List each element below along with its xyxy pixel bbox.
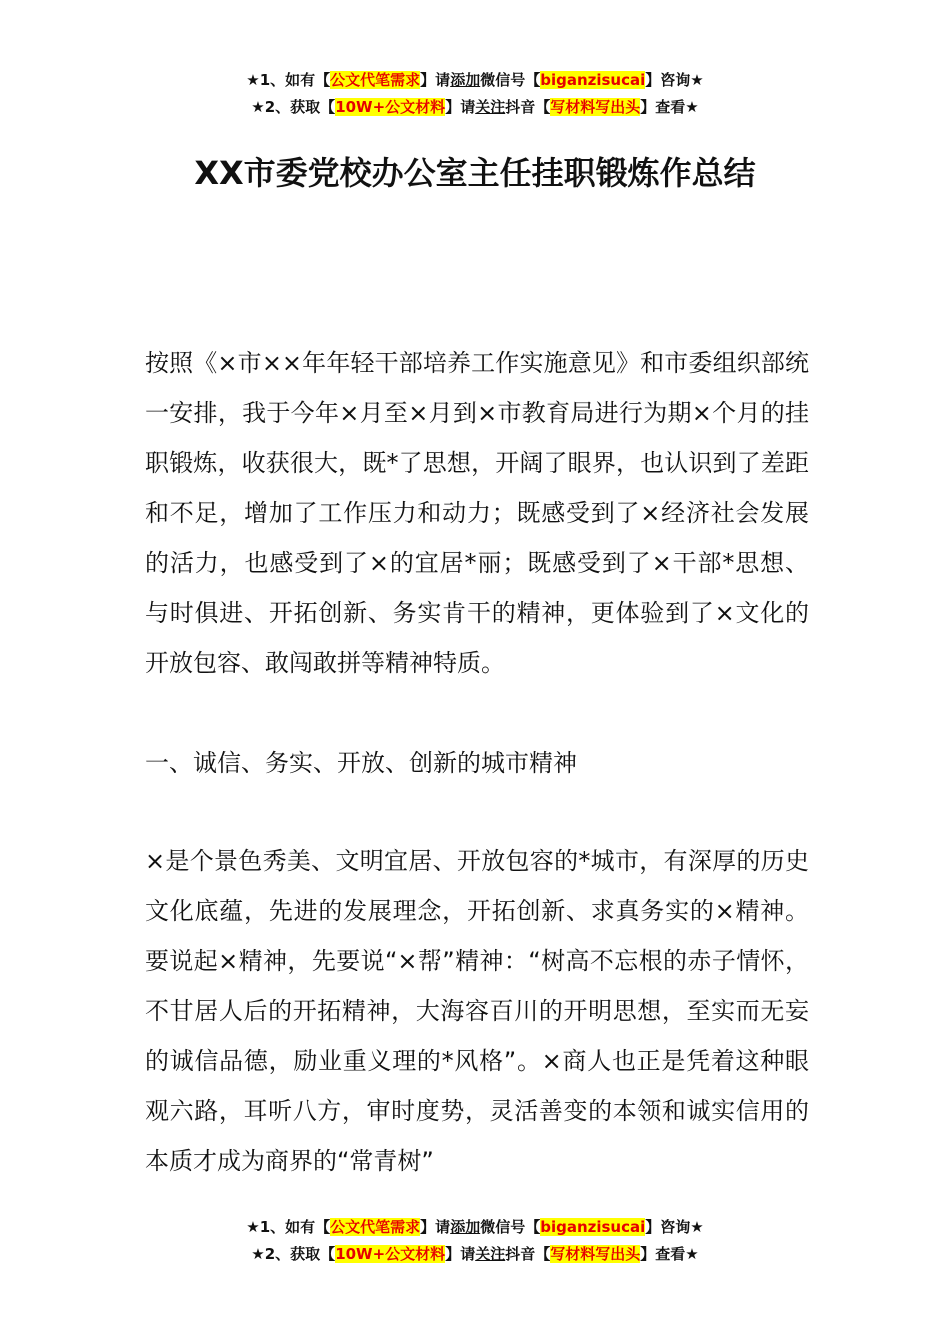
top-banner — [0, 67, 950, 121]
banner-highlight: 10W+公文材料 — [335, 98, 446, 116]
paragraph-text: 按照《×市××年年轻干部培养工作实施意见》和市委组织部统一安排，我于今年×月至×月到×市教育局进行为期×个月的挂职锻炼，收获很大，既*了思想，开阔了眼界，也认识到了差距和不足，增加了工作压力和动力；既感受到了×经济社会发展的活力，也感受到了×的宜居*丽；既感受到了×干部*思想、与时俱进、开拓创新、务实肯干的精神，更体验到了×文化的开放包容、敢闯敢拼等精神特质。 — [145, 349, 809, 677]
banner-underlined-text: 添加 — [450, 71, 481, 89]
heading-text: 一、诚信、务实、开放、创新的城市精神 — [145, 749, 577, 777]
banner-text: 】请 — [420, 71, 451, 89]
banner-text: 】咨询★ — [645, 71, 704, 89]
banner-text: 】咨询★ — [645, 1218, 704, 1236]
banner-highlight: 10W+公文材料 — [335, 1245, 446, 1263]
banner-douyin-account: 写材料写出头 — [550, 98, 641, 116]
bottom-banner — [0, 1214, 950, 1268]
banner-text: ★1、如有【 — [246, 71, 331, 89]
document-title: XX市委党校办公室主任挂职锻炼作总结 — [194, 154, 756, 192]
banner-line-2 — [0, 1241, 950, 1268]
banner-underlined-text: 关注 — [475, 98, 506, 116]
banner-highlight: 公文代笔需求 — [330, 71, 421, 89]
banner-underlined-text: 添加 — [450, 1218, 481, 1236]
banner-wechat-id: biganzisucai — [540, 1218, 646, 1236]
body-paragraph-2 — [145, 836, 809, 1186]
banner-text: 抖音【 — [505, 98, 551, 116]
banner-text: 】请 — [420, 1218, 451, 1236]
banner-line-2 — [0, 94, 950, 121]
banner-text: 微信号【 — [480, 1218, 541, 1236]
banner-text: ★1、如有【 — [246, 1218, 331, 1236]
banner-text: 】请 — [445, 98, 476, 116]
banner-text: ★2、获取【 — [251, 1245, 336, 1263]
banner-text: 微信号【 — [480, 71, 541, 89]
banner-line-1 — [0, 1214, 950, 1241]
banner-text: 抖音【 — [505, 1245, 551, 1263]
banner-text: ★2、获取【 — [251, 98, 336, 116]
section-heading-1 — [145, 738, 809, 788]
banner-highlight: 公文代笔需求 — [330, 1218, 421, 1236]
banner-text: 】请 — [445, 1245, 476, 1263]
banner-line-1 — [0, 67, 950, 94]
banner-douyin-account: 写材料写出头 — [550, 1245, 641, 1263]
banner-text: 】查看★ — [640, 1245, 699, 1263]
banner-text: 】查看★ — [640, 98, 699, 116]
body-paragraph-1 — [145, 338, 809, 688]
banner-underlined-text: 关注 — [475, 1245, 506, 1263]
paragraph-text: ×是个景色秀美、文明宜居、开放包容的*城市，有深厚的历史文化底蕴，先进的发展理念，开拓创新、求真务实的×精神。要说起×精神，先要说“×帮”精神：“树高不忘根的赤子情怀，不甘居人后的开拓精神，大海容百川的开明思想，至实而无妄的诚信品德，励业重义理的*风格”。×商人也正是凭着这种眼观六路，耳听八方，审时度势，灵活善变的本领和诚实信用的本质才成为商界的“常青树” — [145, 847, 809, 1175]
banner-wechat-id: biganzisucai — [540, 71, 646, 89]
